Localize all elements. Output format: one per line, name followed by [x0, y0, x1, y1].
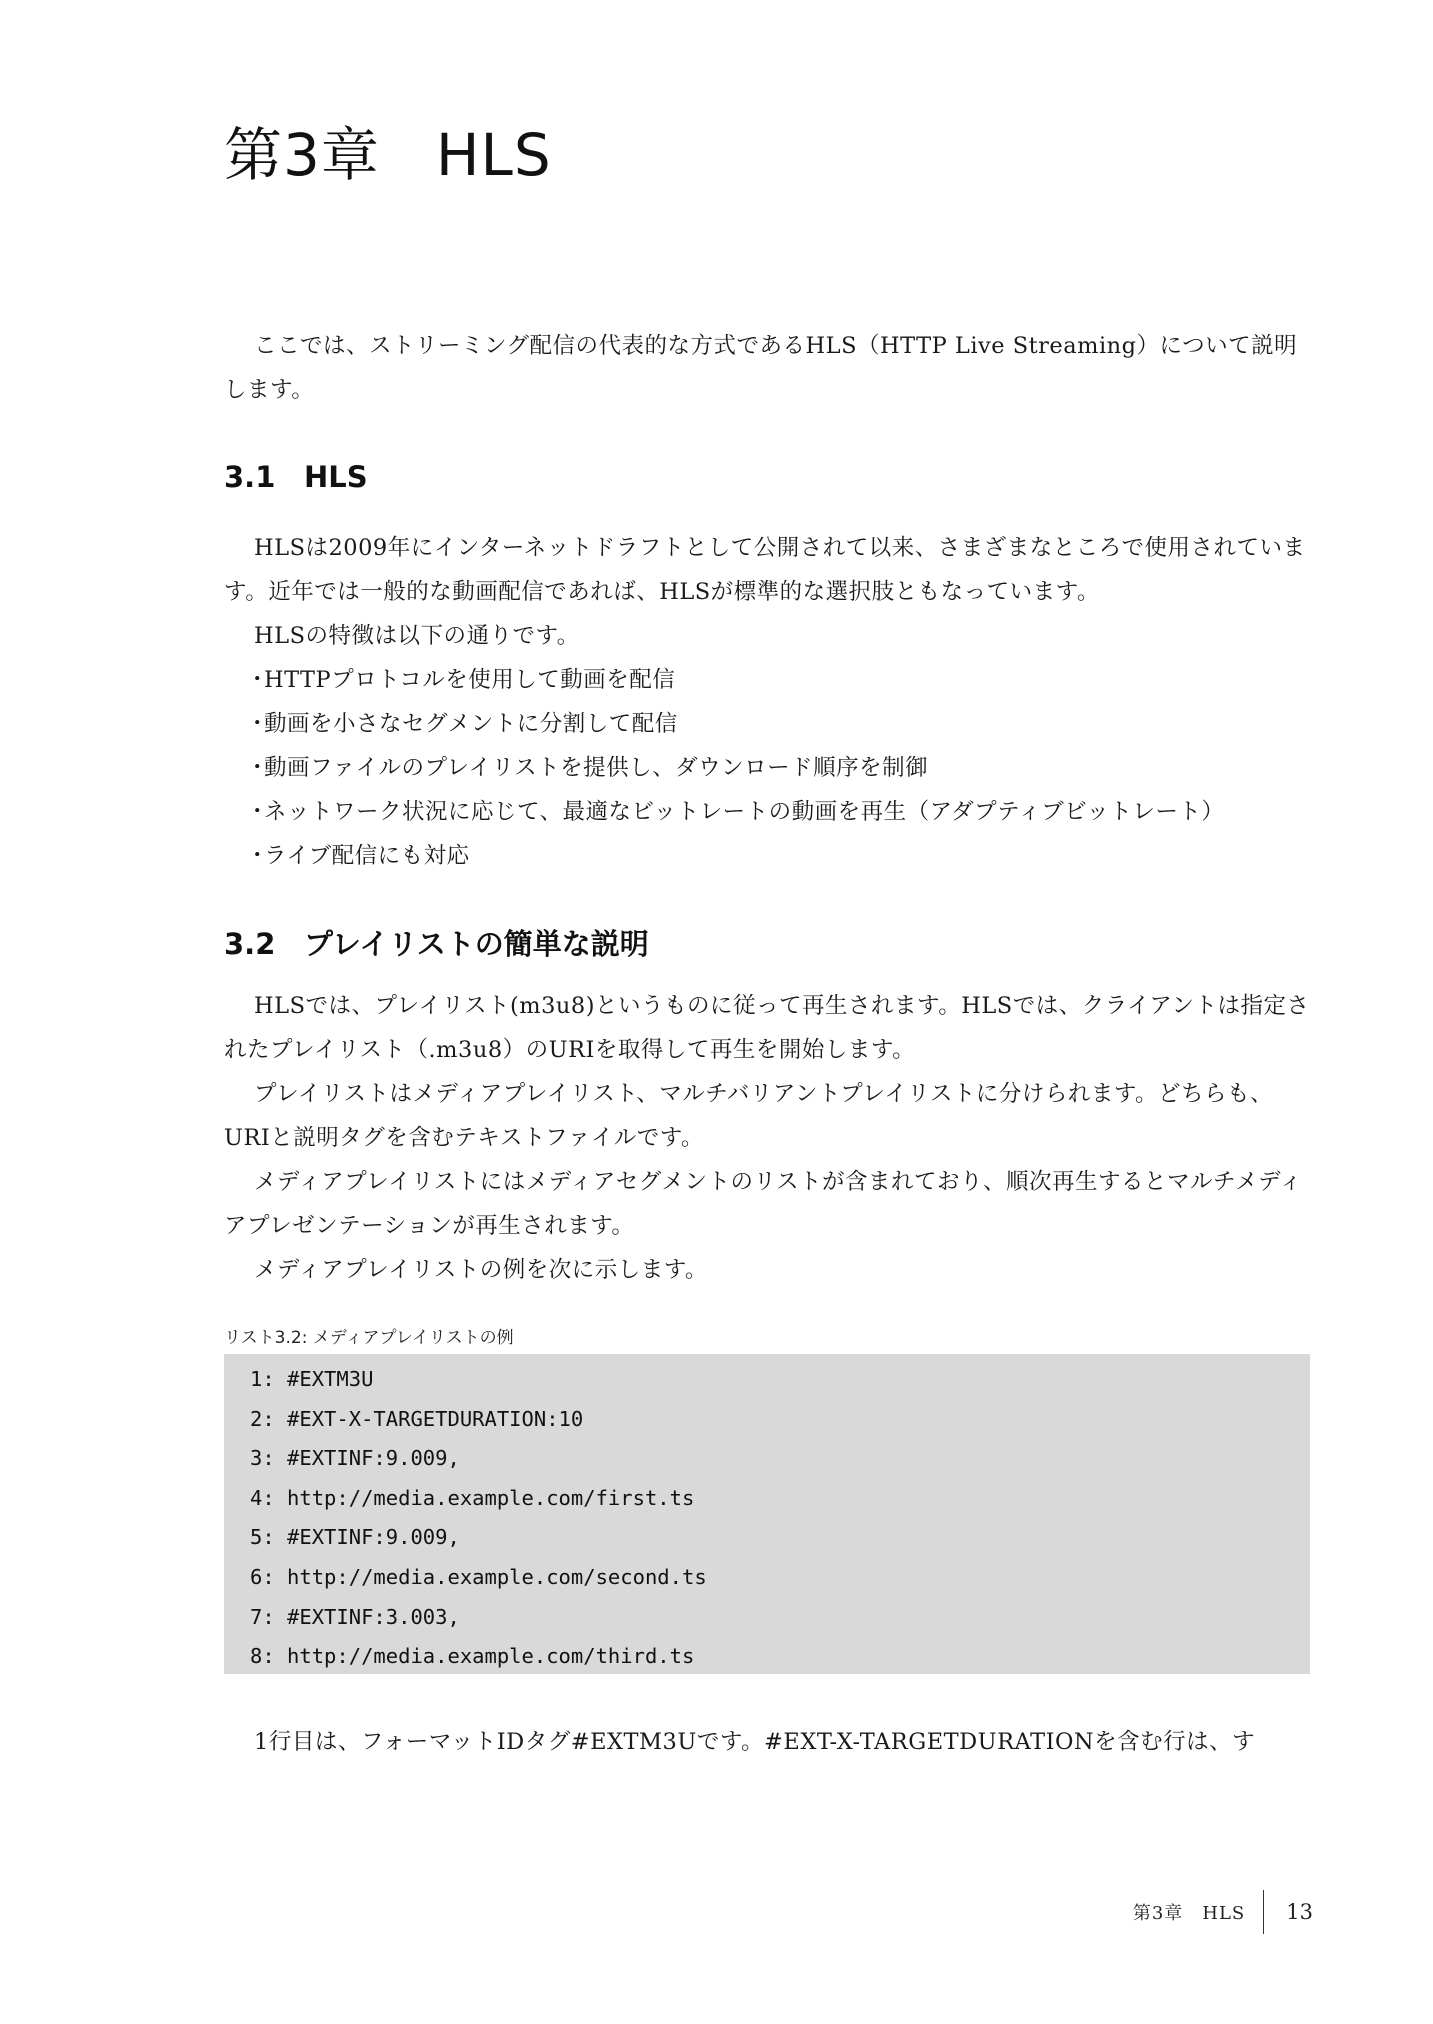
paragraph: メディアプレイリストにはメディアセグメントのリストが含まれており、順次再生するとマルチメディアプレゼンテーションが再生されます。: [224, 1169, 1303, 1239]
chapter-title: [224, 108, 552, 192]
section-body-3-1: [224, 526, 1310, 878]
code-line: 6: http://media.example.com/second.ts: [250, 1564, 707, 1589]
intro-section: [224, 324, 1310, 412]
after-listing-section: [224, 1720, 1310, 1764]
code-line: 3: #EXTINF:9.009,: [250, 1446, 460, 1471]
section-title: HLS: [304, 460, 368, 494]
list-item: ・動画を小さなセグメントに分割して配信: [224, 702, 1310, 746]
paragraph: 1行目は、フォーマットIDタグ#EXTM3Uです。#EXT-X-TARGETDURATIONを含む行は、す: [254, 1729, 1256, 1755]
paragraph: HLSの特徴は以下の通りです。: [254, 623, 580, 649]
page-number: 13: [1286, 1900, 1313, 1924]
code-line: 5: #EXTINF:9.009,: [250, 1525, 460, 1550]
section-heading-3-1: [224, 460, 368, 494]
section-title: プレイリストの簡単な説明: [304, 927, 649, 961]
bullet-mark: ・: [246, 799, 270, 825]
list-item: ・ライブ配信にも対応: [224, 834, 1310, 878]
bullet-mark: ・: [246, 843, 270, 869]
section-heading-3-2: [224, 922, 649, 963]
code-listing: [224, 1354, 1310, 1674]
section-number: 3.2: [224, 927, 276, 961]
paragraph: HLSでは、プレイリスト(m3u8)というものに従って再生されます。HLSでは、クライアントは指定されたプレイリスト（.m3u8）のURIを取得して再生を開始します。: [224, 993, 1310, 1063]
listing-caption: リスト3.2: メディアプレイリストの例: [224, 1328, 514, 1348]
footer-chapter: 第3章 HLS: [1132, 1903, 1246, 1924]
bullet-mark: ・: [246, 755, 270, 781]
list-item: ・ネットワーク状況に応じて、最適なビットレートの動画を再生（アダプティブビットレート）: [224, 790, 1310, 834]
chapter-label: 第3章: [224, 121, 380, 189]
code-line: 7: #EXTINF:3.003,: [250, 1604, 460, 1629]
code-line: 1: #EXTM3U: [250, 1367, 374, 1391]
code-line: 4: http://media.example.com/first.ts: [250, 1485, 695, 1510]
code-line: 2: #EXT-X-TARGETDURATION:10: [250, 1406, 584, 1431]
feature-list: [224, 658, 1310, 878]
bullet-mark: ・: [246, 711, 270, 737]
bullet-mark: ・: [246, 667, 270, 693]
paragraph: プレイリストはメディアプレイリスト、マルチバリアントプレイリストに分けられます。どちらも、URIと説明タグを含むテキストファイルです。: [224, 1081, 1274, 1151]
code-line: 8: http://media.example.com/third.ts: [250, 1644, 695, 1669]
section-number: 3.1: [224, 460, 276, 494]
paragraph: メディアプレイリストの例を次に示します。: [254, 1257, 708, 1283]
page-footer: [1133, 1890, 1313, 1934]
list-item: ・HTTPプロトコルを使用して動画を配信: [224, 658, 1310, 702]
section-body-3-2: [224, 984, 1310, 1292]
chapter-name: HLS: [435, 121, 552, 189]
list-item: ・動画ファイルのプレイリストを提供し、ダウンロード順序を制御: [224, 746, 1310, 790]
paragraph: HLSは2009年にインターネットドラフトとして公開されて以来、さまざまなところで使用されています。近年では一般的な動画配信であれば、HLSが標準的な選択肢ともなっています。: [224, 535, 1306, 605]
footer-divider: [1263, 1890, 1264, 1934]
intro-paragraph: ここでは、ストリーミング配信の代表的な方式であるHLS（HTTP Live Streaming）について説明します。: [224, 333, 1298, 403]
